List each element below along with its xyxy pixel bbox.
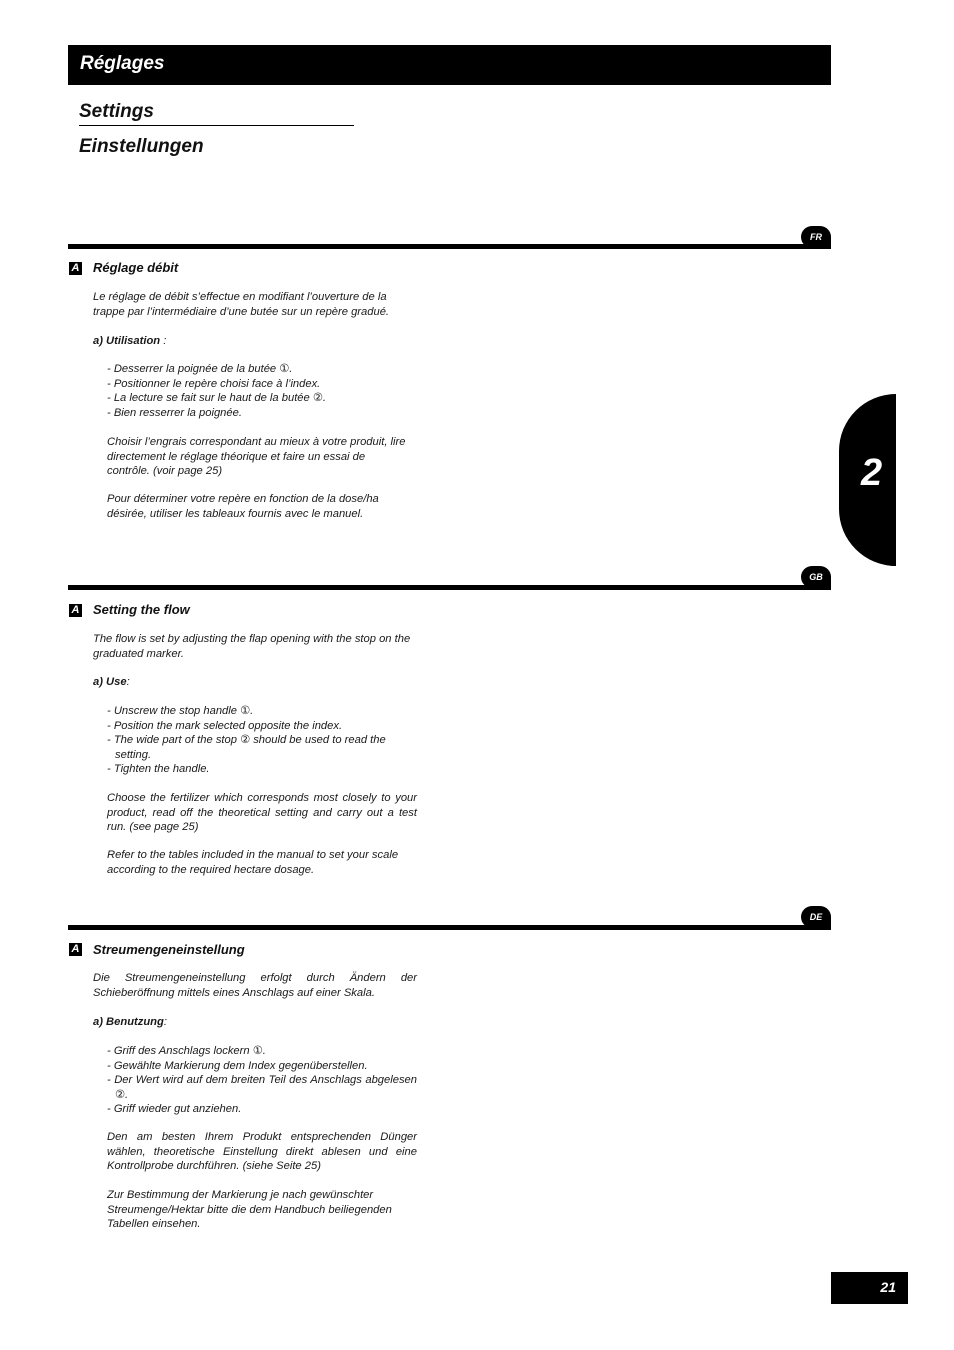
list-item: - Unscrew the stop handle ①. [107, 705, 254, 717]
list-item: - Bien resserrer la poignée. [107, 406, 242, 419]
subtitle-en: Settings [79, 101, 154, 122]
section-title-gb: Setting the flow [93, 602, 190, 617]
list-item: - La lecture se fait sur le haut de la butée ②. [107, 392, 326, 404]
use-label-fr: a) Utilisation [93, 335, 161, 347]
section-badge-fr: A [69, 262, 82, 275]
list-item: - Position the mark selected opposite the index. [107, 719, 343, 732]
para2-de: Zur Bestimmung der Markierung je nach gewünschter Streumenge/Hektar bitte die dem Handbuch beiliegenden Tabellen einsehen. [107, 1189, 392, 1230]
use-heading-fr [93, 334, 415, 349]
chapter-tab [839, 394, 896, 566]
para1-fr: Choisir l’engrais correspondant au mieux à votre produit, lire directement le réglage théorique et faire un essai de contrôle. (voir page 25) [107, 436, 406, 477]
page-number-box [831, 1272, 908, 1304]
section-divider-gb [68, 585, 831, 590]
list-item: - Positionner le repère choisi face à l’index. [107, 377, 321, 390]
para2-gb: Refer to the tables included in the manual to set your scale according to the required hectare dosage. [107, 849, 399, 876]
use-suffix-fr: : [160, 335, 167, 347]
use-suffix-gb: : [126, 676, 130, 688]
section-divider-fr [68, 244, 831, 249]
section-title-fr: Réglage débit [93, 260, 179, 275]
list-item: - Gewählte Markierung dem Index gegenüberstellen. [107, 1059, 368, 1072]
steps-list-gb [107, 704, 417, 777]
use-label-gb: a) Use [93, 676, 127, 688]
section-title-de: Streumengeneinstellung [93, 942, 245, 957]
intro-fr: Le réglage de débit s’effectue en modifiant l’ouverture de la trappe par l’intermédiaire d’une butée sur un repère gradué. [93, 291, 390, 318]
list-item: - Desserrer la poignée de la butée ①. [107, 363, 293, 375]
steps-list-de [107, 1044, 417, 1117]
para1-de: Den am besten Ihrem Produkt entsprechenden Dünger wählen, theoretische Einstellung direkt ablesen und eine Kontrollprobe durchführen. (siehe Seite 25) [107, 1131, 417, 1172]
chapter-number: 2 [861, 452, 883, 494]
lang-tab-gb: GB [801, 566, 831, 588]
intro-de: Die Streumengeneinstellung erfolgt durch Ändern der Schieberöffnung mittels eines Anschlags auf einer Skala. [93, 972, 417, 999]
use-label-de: a) Benutzung [93, 1016, 164, 1028]
intro-gb: The flow is set by adjusting the flap opening with the stop on the graduated marker. [93, 633, 411, 660]
lang-tab-de: DE [801, 906, 831, 928]
use-heading-gb [93, 675, 415, 690]
section-badge-de: A [69, 943, 82, 956]
subtitle-underline [79, 125, 354, 126]
list-item: - Griff des Anschlags lockern ①. [107, 1045, 266, 1057]
section-badge-gb: A [69, 604, 82, 617]
list-item: - Tighten the handle. [107, 763, 210, 775]
para1-gb: Choose the fertilizer which corresponds most closely to your product, read off the theoretical setting and carry out a test run. (see page 25) [107, 792, 417, 833]
steps-list-fr [107, 362, 417, 420]
list-item: - The wide part of the stop ② should be used to read the setting. [107, 734, 386, 761]
para2-fr: Pour déterminer votre repère en fonction de la dose/ha désirée, utiliser les tableaux fournis avec le manuel. [107, 493, 379, 520]
list-item: - Griff wieder gut anziehen. [107, 1103, 242, 1115]
list-item: - Der Wert wird auf dem breiten Teil des Anschlags abgelesen ②. [107, 1074, 417, 1101]
header-bar [68, 45, 831, 85]
page-number: 21 [880, 1279, 896, 1295]
use-suffix-de: : [163, 1016, 167, 1028]
page-title: Réglages [80, 53, 165, 74]
subtitle-de: Einstellungen [79, 136, 204, 157]
use-heading-de [93, 1015, 415, 1030]
section-divider-de [68, 925, 831, 930]
lang-tab-fr: FR [801, 226, 831, 248]
